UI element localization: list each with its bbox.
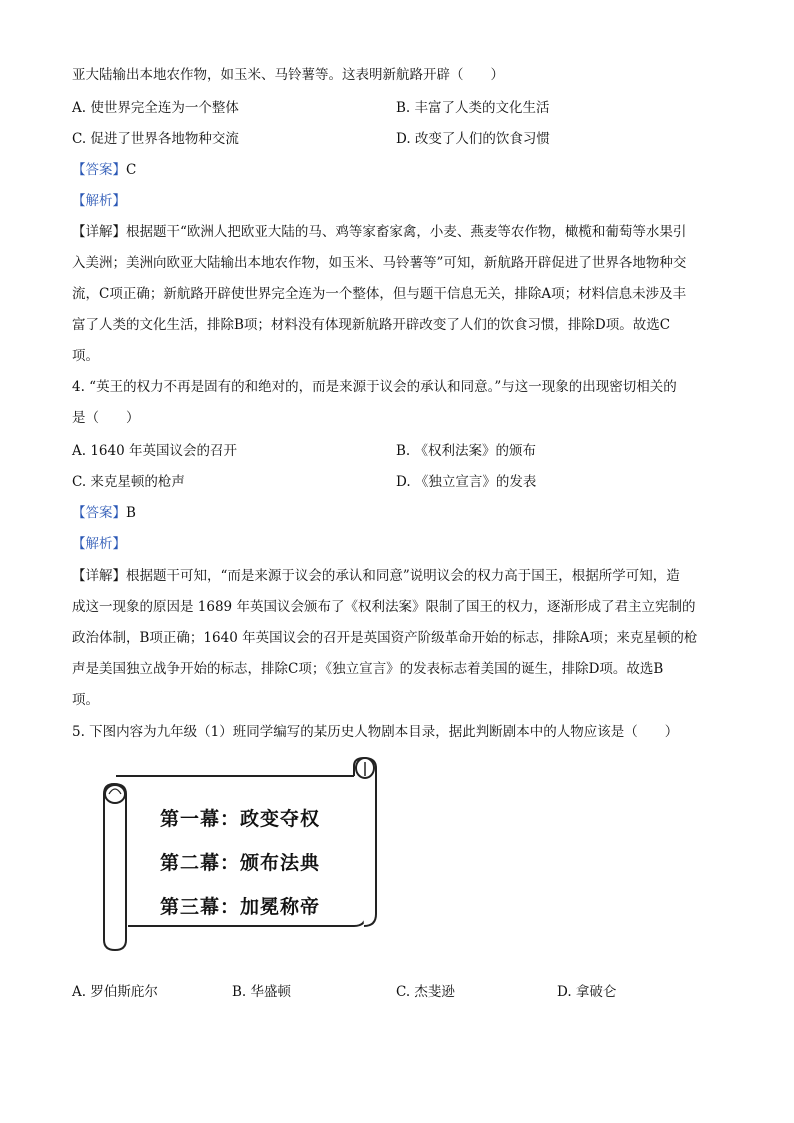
scroll-line-3: 第三幕：加冕称帝 [160, 896, 321, 918]
q4-option-d: D. 《独立宣言》的发表 [396, 474, 537, 490]
q3-detail-line-2: 入美洲；美洲向欧亚大陆输出本地农作物，如玉米、马铃薯等”可知，新航路开辟促进了世界各地物种交 [72, 255, 687, 271]
analysis-tag: 【解析】 [72, 193, 126, 209]
q4-detail-line-4: 声是美国独立战争开始的标志，排除C项；《独立宣言》的发表标志着美国的诞生，排除D项。故选B [72, 661, 664, 677]
q3-option-a: A. 使世界完全连为一个整体 [72, 100, 239, 116]
detail-text: 根据题干可知，“而是来源于议会的承认和同意”说明议会的权力高于国王，根据所学可知，造 [126, 568, 680, 584]
q3-detail-line-1 [72, 223, 686, 241]
q3-option-c: C. 促进了世界各地物种交流 [72, 131, 239, 147]
answer-tag: 【答案】 [72, 162, 126, 178]
detail-text: 根据题干“欧洲人把欧亚大陆的马、鸡等家畜家禽，小麦、燕麦等农作物，橄榄和葡萄等水果引 [126, 224, 687, 240]
q3-detail-line-4: 富了人类的文化生活，排除B项；材料没有体现新航路开辟改变了人们的饮食习惯，排除D项。故选C [72, 317, 671, 333]
scroll-line-1: 第一幕：政变夺权 [160, 808, 321, 830]
q5-option-b: B. 华盛顿 [232, 984, 292, 1000]
q3-option-b: B. 丰富了人类的文化生活 [396, 100, 550, 116]
q5-option-a: A. 罗伯斯庇尔 [72, 984, 158, 1000]
q5-option-d: D. 拿破仑 [557, 984, 617, 1000]
q4-option-c: C. 来克星顿的枪声 [72, 474, 185, 490]
answer-tag: 【答案】 [72, 505, 126, 521]
q4-detail-line-3: 政治体制，B项正确；1640 年英国议会的召开是英国资产阶级革命开始的标志，排除A项；来克星顿的枪 [72, 630, 698, 646]
detail-tag: 【详解】 [72, 568, 126, 584]
q4-stem-line-1: 4. “英王的权力不再是固有的和绝对的，而是来源于议会的承认和同意。”与这一现象的出现密切相关的 [72, 379, 677, 395]
q4-analysis-heading [72, 535, 126, 553]
q4-option-a: A. 1640 年英国议会的召开 [72, 443, 237, 459]
q4-detail-line-2: 成这一现象的原因是 1689 年英国议会颁布了《权利法案》限制了国王的权力，逐渐形成了君主立宪制的 [72, 599, 696, 615]
q3-detail-line-3: 流，C项正确；新航路开辟使世界完全连为一个整体，但与题干信息无关，排除A项；材料信息未涉及丰 [72, 286, 687, 302]
q4-stem-line-2: 是（ ） [72, 410, 140, 426]
q4-detail-line-5: 项。 [72, 692, 99, 708]
analysis-tag: 【解析】 [72, 536, 126, 552]
q3-option-d: D. 改变了人们的饮食习惯 [396, 131, 550, 147]
q4-answer [72, 504, 136, 522]
q3-detail-line-5: 项。 [72, 348, 99, 364]
q4-option-b: B. 《权利法案》的颁布 [396, 443, 537, 459]
detail-tag: 【详解】 [72, 224, 126, 240]
q3-answer [72, 161, 136, 179]
q5-option-c: C. 杰斐逊 [396, 984, 455, 1000]
script-scroll-figure [96, 754, 386, 954]
answer-value: C [126, 162, 137, 178]
q3-stem-continuation: 亚大陆输出本地农作物，如玉米、马铃薯等。这表明新航路开辟（ ） [72, 67, 504, 83]
q4-detail-line-1 [72, 567, 680, 585]
scroll-line-2: 第二幕：颁布法典 [160, 852, 321, 874]
q5-stem: 5. 下图内容为九年级（1）班同学编写的某历史人物剧本目录，据此判断剧本中的人物应该是（ ） [72, 724, 679, 740]
q3-analysis-heading [72, 192, 126, 210]
answer-value: B [126, 505, 136, 521]
